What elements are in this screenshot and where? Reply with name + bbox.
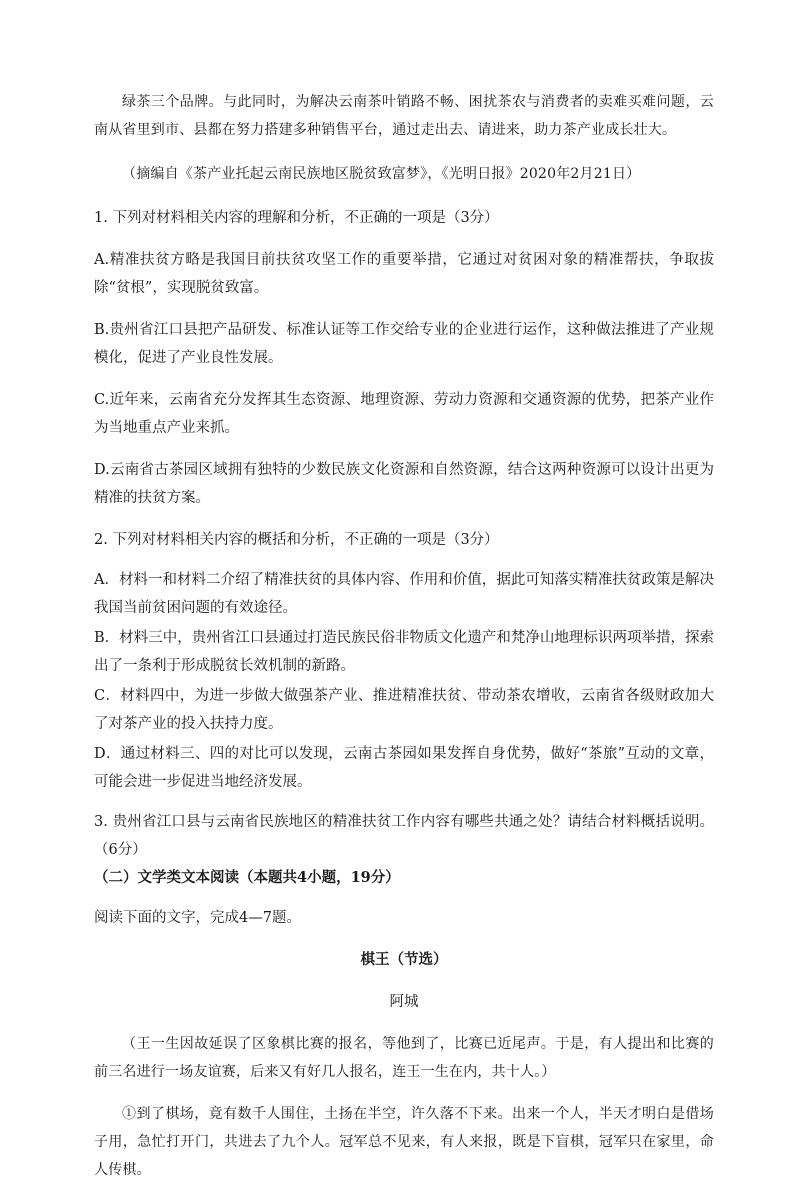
source-citation: （摘编自《茶产业托起云南民族地区脱贫致富梦》，《光明日报》2020年2月21日）: [122, 166, 641, 182]
reading-instruction: 阅读下面的文字，完成4—7题。: [94, 910, 301, 926]
question-2-option-d: D．通过材料三、四的对比可以发现，云南古茶园如果发挥自身优势，做好“茶旅”互动的文章，可能会进一步促进当地经济发展。: [94, 746, 714, 790]
question-2-stem: 2. 下列对材料相关内容的概括和分析，不正确的一项是（3分）: [94, 532, 499, 548]
passage-paragraph-1: ①到了棋场，竟有数千人围住，土扬在半空，许久落不下来。出来一个人，半天才明白是借场子用，急忙打开门，共进去了九个人。冠军总不见来，有人来报，既是下盲棋，冠军只在家里，命人传棋。: [94, 1106, 714, 1178]
question-1-option-a: A.精准扶贫方略是我国目前扶贫攻坚工作的重要举措，它通过对贫困对象的精准帮扶，争取拔除“贫根”，实现脱贫致富。: [94, 252, 714, 296]
question-3-stem: 3. 贵州省江口县与云南省民族地区的精准扶贫工作内容有哪些共通之处？请结合材料概括说明。（6分）: [94, 814, 714, 858]
question-2-option-a: A．材料一和材料二介绍了精准扶贫的具体内容、作用和价值，据此可知落实精准扶贫政策是解决我国当前贫困问题的有效途径。: [94, 572, 714, 616]
question-1-stem: 1. 下列对材料相关内容的理解和分析，不正确的一项是（3分）: [94, 210, 499, 226]
intro-paragraph: 绿茶三个品牌。与此同时，为解决云南茶叶销路不畅、困扰茶农与消费者的卖难买难问题，云南从省里到市、县都在努力搭建多种销售平台，通过走出去、请进来，助力茶产业成长壮大。: [94, 94, 714, 138]
passage-title: 棋王（节选）: [360, 951, 448, 968]
question-1-option-c: C.近年来，云南省充分发挥其生态资源、地理资源、劳动力资源和交通资源的优势，把茶产业作为当地重点产业来抓。: [94, 392, 714, 436]
section-2-heading: （二）文学类文本阅读（本题共4小题，19分）: [94, 869, 400, 886]
passage-author: 阿城: [389, 994, 419, 1010]
question-1-option-d: D.云南省古茶园区域拥有独特的少数民族文化资源和自然资源，结合这两种资源可以设计出更为精准的扶贫方案。: [94, 462, 714, 506]
question-1-option-b: B.贵州省江口县把产品研发、标准认证等工作交给专业的企业进行运作，这种做法推进了产业规模化，促进了产业良性发展。: [94, 322, 714, 366]
document-page: [94, 88, 714, 1184]
question-2-option-b: B．材料三中，贵州省江口县通过打造民族民俗非物质文化遗产和梵净山地理标识两项举措，探索出了一条利于形成脱贫长效机制的新路。: [94, 630, 714, 674]
passage-note: （王一生因故延误了区象棋比赛的报名，等他到了，比赛已近尾声。于是，有人提出和比赛的前三名进行一场友谊赛，后来又有好几人报名，连王一生在内，共十人。）: [94, 1036, 714, 1080]
question-2-option-c: C．材料四中，为进一步做大做强茶产业、推进精准扶贫、带动茶农增收，云南省各级财政加大了对茶产业的投入扶持力度。: [94, 688, 714, 732]
